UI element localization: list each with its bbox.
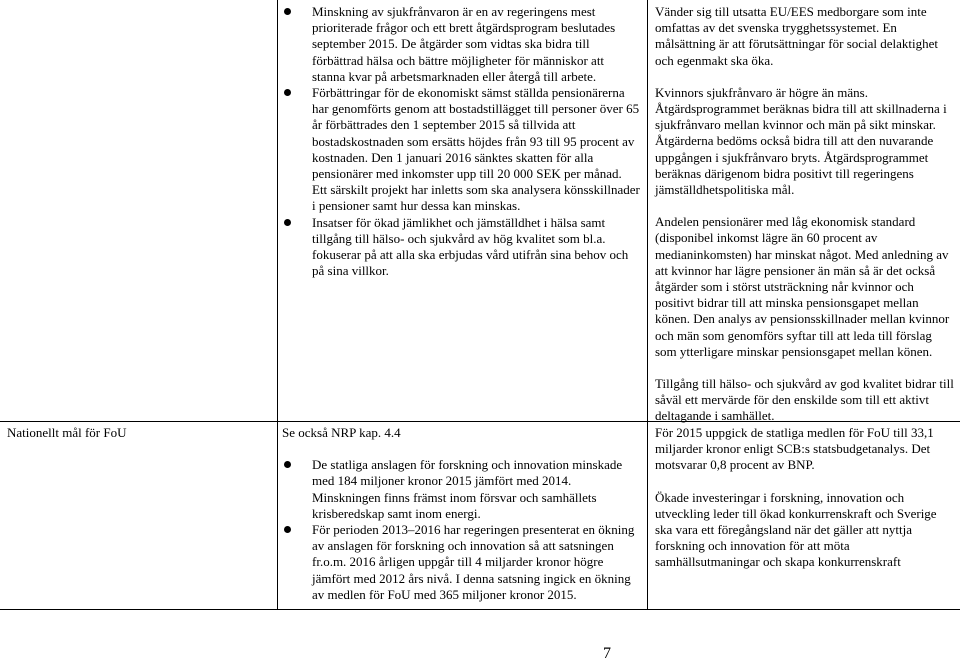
paragraph: Vänder sig till utsatta EU/EES medborgare som inte omfattas av det svenska trygghetssystemet. En målsättning är att förutsättningar för social delaktighet och egenmakt ska öka. (655, 4, 939, 68)
list-item (282, 457, 640, 522)
column-divider (647, 0, 648, 610)
top-middle-cell (282, 4, 640, 279)
list-item (282, 4, 640, 85)
list-item (282, 522, 640, 603)
paragraph: Andelen pensionärer med låg ekonomisk standard (disponibel inkomst lägre än 60 procent av medianinkomsten) har minskat något. Med anledning av att kvinnor har lägre pensioner än män så är det också åtgärder som i störst utsträckning når kvinnor och positivt bidrar till att minska pensionsgapet mellan könen. Den analys av pensionsskillnader mellan kvinnor och män som genomförs syftar till att leda till förslag som ytterligare minskar pensionsgapet mellan könen. (655, 214, 950, 359)
reference-note: Se också NRP kap. 4.4 (282, 425, 401, 440)
list-item-text: För perioden 2013–2016 har regeringen presenterat en ökning av anslagen för forskning och innovation så att satsningen fr.o.m. 2016 årligen uppgår till 4 miljarder kronor högre jämfört med 2012 års nivå. I denna satsning ingick en ökning av medlen för FoU med 365 miljoner kronor 2015. (312, 522, 635, 602)
bottom-label-cell (7, 425, 267, 441)
bullet-icon (284, 219, 291, 226)
row-label: Nationellt mål för FoU (7, 425, 127, 440)
bottom-right-cell (655, 425, 955, 571)
list-item-text: Minskning av sjukfrånvaron är en av regeringens mest prioriterade frågor och ett brett åtgärdsprogram beslutades september 2015. De åtgärder som vidtas ska bidra till förbättrad hälsa och bättre möjligheter för människor att stanna kvar på arbetsmarknaden eller återgå till arbete. (312, 4, 616, 84)
column-divider (277, 0, 278, 610)
bullet-icon (284, 461, 291, 468)
bullet-list (282, 4, 640, 279)
paragraph: Ökade investeringar i forskning, innovation och utveckling leder till ökad konkurrenskraft och Sverige ska vara ett föregångsland när det gäller att nyttja forskning och innovation för att möta samhällsutmaningar och skapa konkurrenskraft (655, 489, 937, 570)
page-number: 7 (603, 645, 611, 662)
bullet-icon (284, 526, 291, 533)
bottom-middle-cell (282, 425, 640, 603)
list-item-text: Förbättringar för de ekonomiskt sämst ställda pensionärerna har genomförts genom att bostadstillägget till personer över 65 år förbättrades den 1 september 2015 så tillvida att bostadskostnaden som ersätts höjdes från 93 till 95 procent av kostnaden. Den 1 januari 2016 sänktes skatten för alla pensionärer med inkomster upp till 20 000 SEK per månad. Ett särskilt projekt har inletts som ska analysera könsskillnader i pensioner samt hur dessa kan minskas. (312, 85, 640, 214)
paragraph: Kvinnors sjukfrånvaro är högre än mäns. Åtgärdsprogrammet beräknas bidra till att skillnaderna i sjukfrånvaro mellan kvinnor och män på sikt minskar. Åtgärderna bedöms också bidra till att den nuvarande uppgången i sjukfrånvaro bryts. Åtgärdsprogrammet beräknas därigenom bidra positivt till regeringens jämställdhetspolitiska mål. (655, 84, 947, 198)
bullet-list (282, 457, 640, 603)
bullet-icon (284, 89, 291, 96)
list-item (282, 85, 640, 215)
paragraph: Tillgång till hälso- och sjukvård av god kvalitet bidrar till såväl ett mervärde för den enskilde som till ett aktivt deltagande i samhället. (655, 376, 954, 424)
bullet-icon (284, 8, 291, 15)
table-bottom-border (0, 609, 960, 610)
list-item (282, 215, 640, 280)
paragraph: För 2015 uppgick de statliga medlen för FoU till 33,1 miljarder kronor enligt SCB:s statsbudgetanalys. Det motsvarar 0,8 procent av BNP. (655, 425, 934, 473)
list-item-text: De statliga anslagen för forskning och innovation minskade med 184 miljoner kronor 2015 jämfört med 2014. Minskningen finns främst inom försvar och samhällets krisberedskap samt inom energi. (312, 457, 623, 521)
list-item-text: Insatser för ökad jämlikhet och jämställdhet i hälsa samt tillgång till hälso- och sjukvård av hög kvalitet som bl.a. fokuserar på att alla ska erbjudas vård utifrån sina behov och på sina villkor. (312, 214, 629, 279)
top-right-cell (655, 4, 955, 425)
